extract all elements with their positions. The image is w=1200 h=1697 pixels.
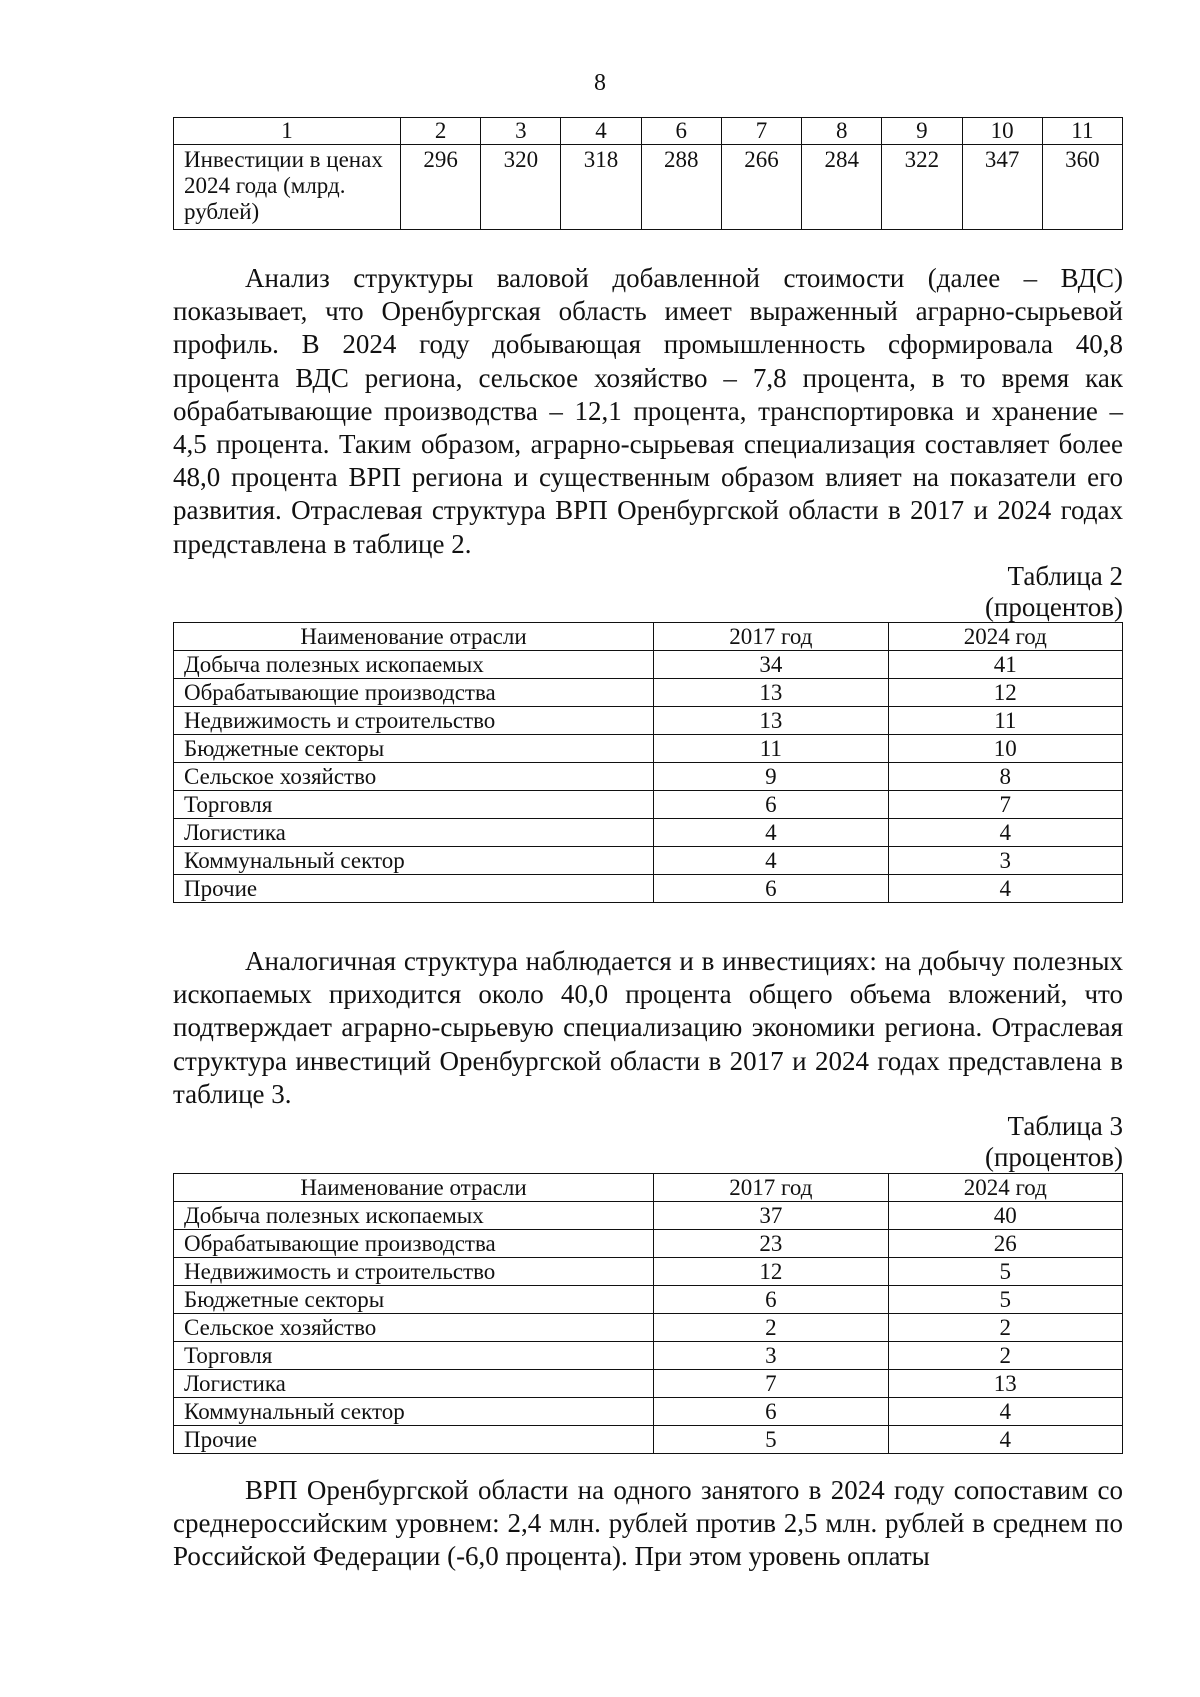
table-cell: 320 (481, 145, 561, 230)
table-cell: 360 (1042, 145, 1122, 230)
value-cell: 5 (888, 1258, 1122, 1286)
column-header: 2017 год (654, 623, 888, 651)
value-cell: 37 (654, 1202, 888, 1230)
column-header: 2024 год (888, 623, 1122, 651)
table-header-row (174, 1174, 1123, 1202)
industry-name-cell: Торговля (174, 791, 654, 819)
table-body (174, 651, 1123, 903)
table-caption: Таблица 2 (1007, 561, 1123, 591)
column-header: Наименование отрасли (174, 1174, 654, 1202)
industry-name-cell: Прочие (174, 875, 654, 903)
value-cell: 26 (888, 1230, 1122, 1258)
column-number-cell: 6 (641, 118, 721, 145)
industry-name-cell: Недвижимость и строительство (174, 1258, 654, 1286)
table-row (174, 651, 1123, 679)
table-row (174, 1370, 1123, 1398)
paragraph-text: Аналогичная структура наблюдается и в инвестициях: на добычу полезных ископаемых приходится около 40,0 процента общего объема вложений, что подтверждает аграрно-сырьевую специализацию экономики региона. Отраслевая структура инвестиций Оренбургской области в 2017 и 2024 годах представлена в таблице 3. (173, 946, 1123, 1109)
column-number-cell: 2 (401, 118, 481, 145)
value-cell: 7 (654, 1370, 888, 1398)
column-number-cell: 1 (174, 118, 401, 145)
table-row (174, 763, 1123, 791)
industry-name-cell: Сельское хозяйство (174, 763, 654, 791)
column-number-cell: 10 (962, 118, 1042, 145)
value-cell: 4 (654, 847, 888, 875)
industry-name-cell: Сельское хозяйство (174, 1314, 654, 1342)
column-number-row (174, 118, 1123, 145)
paragraph-grp-per-employee (173, 1474, 1123, 1574)
value-cell: 5 (888, 1286, 1122, 1314)
table-cell: 322 (882, 145, 962, 230)
investment-structure-table (173, 1173, 1123, 1454)
value-cell: 11 (654, 735, 888, 763)
table-row (174, 819, 1123, 847)
table-row (174, 145, 1123, 230)
value-cell: 12 (654, 1258, 888, 1286)
value-cell: 4 (888, 1398, 1122, 1426)
value-cell: 41 (888, 651, 1122, 679)
industry-name-cell: Обрабатывающие производства (174, 1230, 654, 1258)
value-cell: 10 (888, 735, 1122, 763)
value-cell: 23 (654, 1230, 888, 1258)
value-cell: 12 (888, 679, 1122, 707)
value-cell: 4 (888, 1426, 1122, 1454)
table-row (174, 1286, 1123, 1314)
paragraph-text: Анализ структуры валовой добавленной стоимости (далее – ВДС) показывает, что Оренбургская область имеет выраженный аграрно-сырьевой профиль. В 2024 году добывающая промышленность сформировала 40,8 процента ВДС региона, сельское хозяйство – 7,8 процента, в то время как обрабатывающие производства – 12,1 процента, транспортировка и хранение – 4,5 процента. Таким образом, аграрно-сырьевая специализация составляет более 48,0 процента ВРП региона и существенным образом влияет на показатели его развития. Отраслевая структура ВРП Оренбургской области в 2017 и 2024 годах представлена в таблице 2. (173, 263, 1123, 559)
value-cell: 9 (654, 763, 888, 791)
value-cell: 6 (654, 1286, 888, 1314)
row-label: Инвестиции в ценах 2024 года (млрд. рублей) (174, 145, 401, 230)
table-row (174, 1202, 1123, 1230)
table-row (174, 1426, 1123, 1454)
value-cell: 34 (654, 651, 888, 679)
industry-name-cell: Логистика (174, 1370, 654, 1398)
table-caption: Таблица 3 (1007, 1111, 1123, 1141)
gva-structure-table (173, 622, 1123, 903)
table-row (174, 1398, 1123, 1426)
industry-name-cell: Добыча полезных ископаемых (174, 1202, 654, 1230)
paragraph-text: ВРП Оренбургской области на одного занятого в 2024 году сопоставим со среднероссийским уровнем: 2,4 млн. рублей против 2,5 млн. рублей в среднем по Российской Федерации (-6,0 процента). При этом уровень оплаты (173, 1475, 1123, 1572)
table-cell: 347 (962, 145, 1042, 230)
value-cell: 6 (654, 875, 888, 903)
industry-name-cell: Коммунальный сектор (174, 1398, 654, 1426)
industry-name-cell: Логистика (174, 819, 654, 847)
table-row (174, 735, 1123, 763)
value-cell: 4 (654, 819, 888, 847)
column-number-cell: 8 (802, 118, 882, 145)
table-row (174, 875, 1123, 903)
industry-name-cell: Добыча полезных ископаемых (174, 651, 654, 679)
table-row (174, 1258, 1123, 1286)
table-unit: (процентов) (984, 1142, 1123, 1172)
column-header: 2017 год (654, 1174, 888, 1202)
column-number-cell: 3 (481, 118, 561, 145)
value-cell: 11 (888, 707, 1122, 735)
column-header: Наименование отрасли (174, 623, 654, 651)
value-cell: 6 (654, 791, 888, 819)
page-number: 8 (594, 70, 606, 96)
value-cell: 8 (888, 763, 1122, 791)
industry-name-cell: Бюджетные секторы (174, 735, 654, 763)
value-cell: 13 (888, 1370, 1122, 1398)
value-cell: 7 (888, 791, 1122, 819)
table-cell: 288 (641, 145, 721, 230)
table-row (174, 1314, 1123, 1342)
table-row (174, 1342, 1123, 1370)
value-cell: 40 (888, 1202, 1122, 1230)
value-cell: 2 (654, 1314, 888, 1342)
value-cell: 13 (654, 679, 888, 707)
table-cell: 296 (401, 145, 481, 230)
value-cell: 4 (888, 819, 1122, 847)
table-cell: 284 (802, 145, 882, 230)
industry-name-cell: Прочие (174, 1426, 654, 1454)
value-cell: 5 (654, 1426, 888, 1454)
value-cell: 3 (654, 1342, 888, 1370)
industry-name-cell: Коммунальный сектор (174, 847, 654, 875)
table-row (174, 791, 1123, 819)
value-cell: 4 (888, 875, 1122, 903)
value-cell: 2 (888, 1342, 1122, 1370)
investment-table (173, 117, 1123, 230)
table-row (174, 707, 1123, 735)
table-row (174, 1230, 1123, 1258)
table-cell: 266 (721, 145, 801, 230)
table-row (174, 679, 1123, 707)
paragraph-gva-analysis (173, 262, 1123, 561)
value-cell: 13 (654, 707, 888, 735)
table-unit: (процентов) (984, 592, 1123, 622)
column-number-cell: 11 (1042, 118, 1122, 145)
column-number-cell: 9 (882, 118, 962, 145)
column-number-cell: 7 (721, 118, 801, 145)
industry-name-cell: Недвижимость и строительство (174, 707, 654, 735)
table-header-row (174, 623, 1123, 651)
industry-name-cell: Обрабатывающие производства (174, 679, 654, 707)
industry-name-cell: Торговля (174, 1342, 654, 1370)
industry-name-cell: Бюджетные секторы (174, 1286, 654, 1314)
column-header: 2024 год (888, 1174, 1122, 1202)
table-row (174, 847, 1123, 875)
value-cell: 2 (888, 1314, 1122, 1342)
value-cell: 3 (888, 847, 1122, 875)
column-number-cell: 4 (561, 118, 641, 145)
paragraph-investment-analysis (173, 945, 1123, 1111)
table-cell: 318 (561, 145, 641, 230)
value-cell: 6 (654, 1398, 888, 1426)
table-body (174, 1202, 1123, 1454)
